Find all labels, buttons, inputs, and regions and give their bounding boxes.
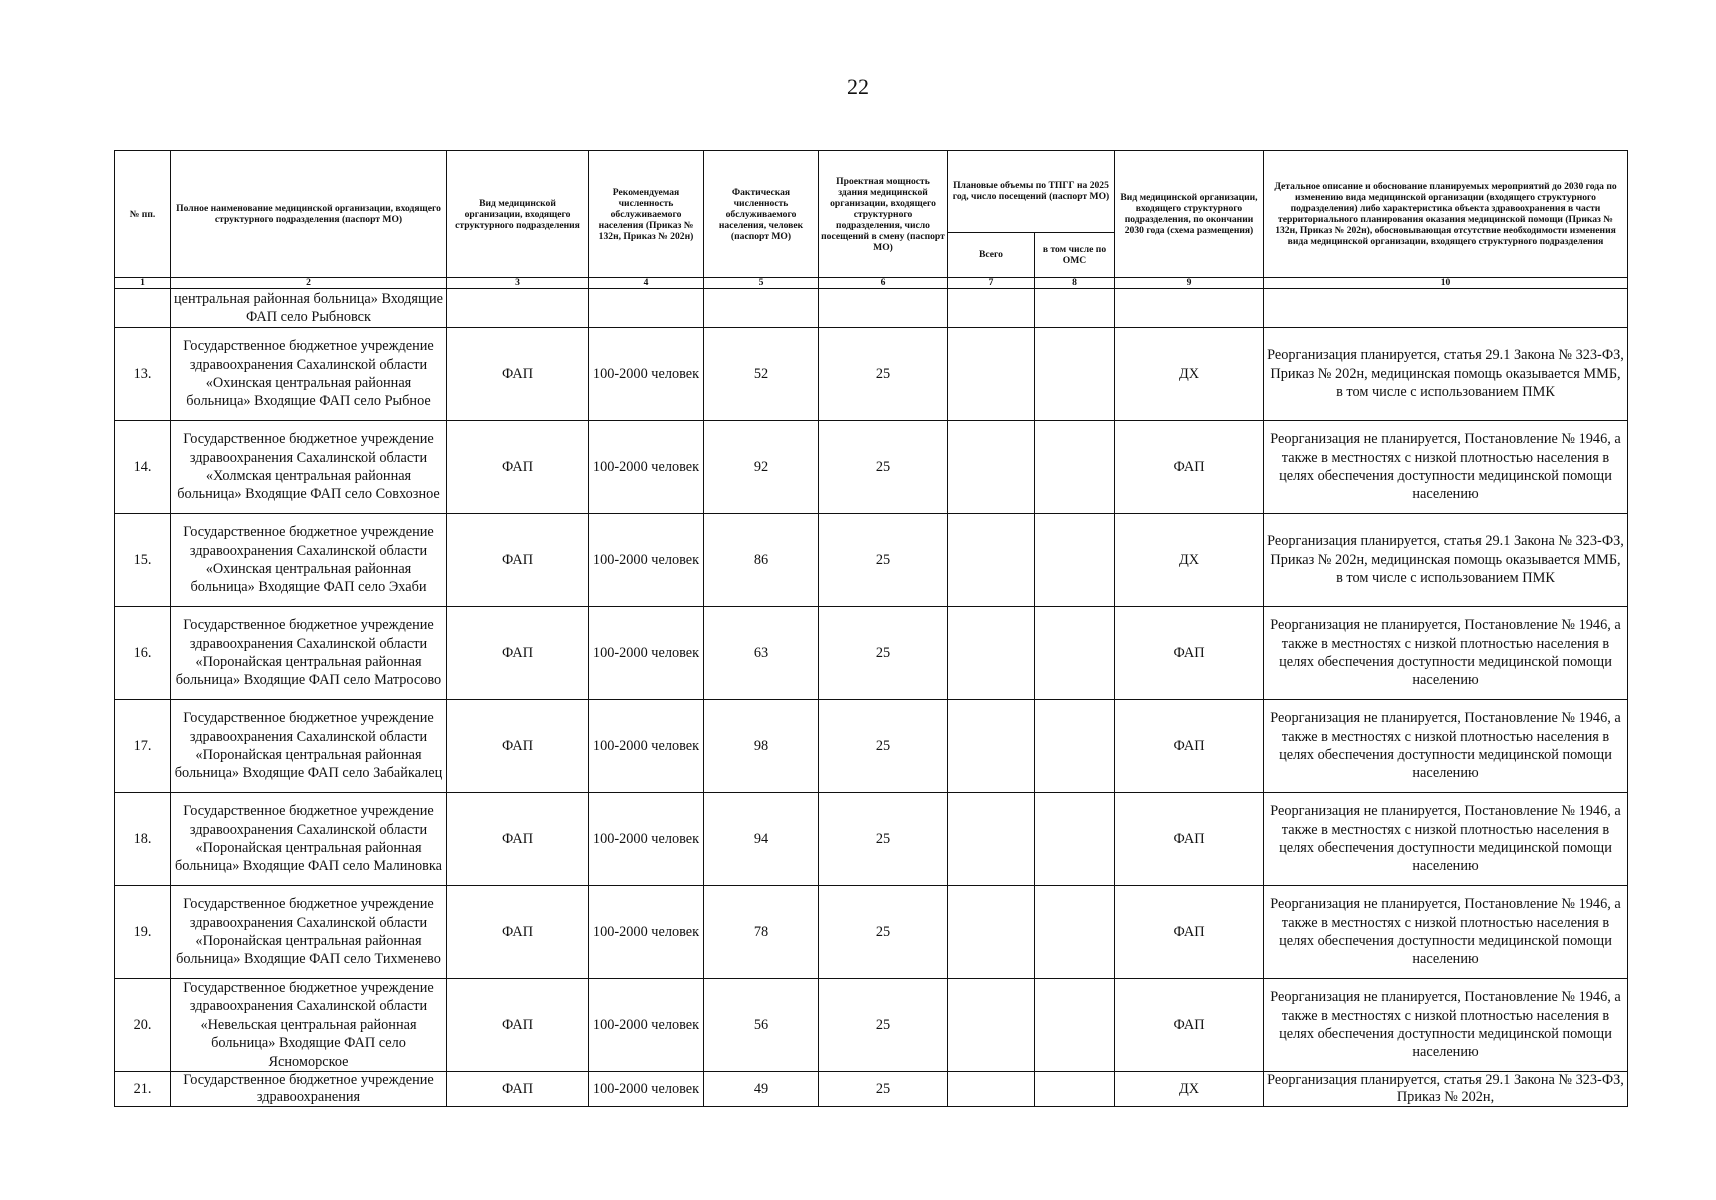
type-2030: ФАП	[1115, 607, 1264, 700]
medical-organizations-table	[114, 150, 1628, 1107]
organization-name: Государственное бюджетное учреждение здравоохранения Сахалинской области «Невельская центральная районная больница» Входящие ФАП село Ясноморское	[171, 979, 447, 1072]
row-number: 18.	[115, 793, 171, 886]
organization-type: ФАП	[447, 1072, 589, 1107]
planned-oms	[1035, 421, 1115, 514]
organization-type: ФАП	[447, 421, 589, 514]
column-number: 6	[819, 278, 948, 289]
actual-population: 52	[704, 328, 819, 421]
planned-total	[948, 607, 1035, 700]
row-number: 15.	[115, 514, 171, 607]
actual-population: 92	[704, 421, 819, 514]
measure-description: Реорганизация планируется, статья 29.1 Закона № 323-ФЗ, Приказ № 202н, медицинская помощь оказывается ММБ, в том числе с использованием ПМК	[1264, 514, 1628, 607]
table-row	[115, 607, 1628, 700]
type-2030: ФАП	[1115, 700, 1264, 793]
measure-description: Реорганизация не планируется, Постановление № 1946, а также в местностях с низкой плотностью населения в целях обеспечения доступности медицинской помощи населению	[1264, 979, 1628, 1072]
header-type: Вид медицинской организации, входящего структурного подразделения	[447, 151, 589, 278]
organization-type: ФАП	[447, 514, 589, 607]
page-number: 22	[847, 74, 869, 99]
organization-type: ФАП	[447, 886, 589, 979]
planned-oms	[1035, 886, 1115, 979]
row-number: 20.	[115, 979, 171, 1072]
organization-name: Государственное бюджетное учреждение здравоохранения Сахалинской области «Охинская центральная районная больница» Входящие ФАП село Рыбное	[171, 328, 447, 421]
type-2030: ФАП	[1115, 421, 1264, 514]
recommended-population: 100-2000 человек	[589, 607, 704, 700]
table-row	[115, 328, 1628, 421]
header-num: № пп.	[115, 151, 171, 278]
measure-description: Реорганизация планируется, статья 29.1 Закона № 323-ФЗ, Приказ № 202н, медицинская помощь оказывается ММБ, в том числе с использованием ПМК	[1264, 328, 1628, 421]
planned-total	[948, 886, 1035, 979]
column-number: 1	[115, 278, 171, 289]
table-row	[115, 1072, 1628, 1107]
table-row	[115, 421, 1628, 514]
organization-name: Государственное бюджетное учреждение здравоохранения Сахалинской области «Поронайская центральная районная больница» Входящие ФАП село Тихменево	[171, 886, 447, 979]
design-capacity: 25	[819, 328, 948, 421]
organization-type: ФАП	[447, 979, 589, 1072]
type-2030: ДХ	[1115, 328, 1264, 421]
row-number: 14.	[115, 421, 171, 514]
actual-population: 49	[704, 1072, 819, 1107]
type-2030: ФАП	[1115, 979, 1264, 1072]
actual-population: 78	[704, 886, 819, 979]
column-number: 4	[589, 278, 704, 289]
design-capacity: 25	[819, 886, 948, 979]
design-capacity: 25	[819, 793, 948, 886]
organization-name: Государственное бюджетное учреждение здравоохранения Сахалинской области «Охинская центральная районная больница» Входящие ФАП село Эхаби	[171, 514, 447, 607]
type-2030: ФАП	[1115, 886, 1264, 979]
measure-description: Реорганизация не планируется, Постановление № 1946, а также в местностях с низкой плотностью населения в целях обеспечения доступности медицинской помощи населению	[1264, 793, 1628, 886]
recommended-population: 100-2000 человек	[589, 979, 704, 1072]
organization-name: Государственное бюджетное учреждение здравоохранения	[171, 1072, 447, 1107]
design-capacity: 25	[819, 421, 948, 514]
planned-total	[948, 514, 1035, 607]
type-2030: ФАП	[1115, 793, 1264, 886]
design-capacity: 25	[819, 700, 948, 793]
row-number: 17.	[115, 700, 171, 793]
measure-description: Реорганизация не планируется, Постановление № 1946, а также в местностях с низкой плотностью населения в целях обеспечения доступности медицинской помощи населению	[1264, 886, 1628, 979]
column-number: 7	[948, 278, 1035, 289]
recommended-population: 100-2000 человек	[589, 700, 704, 793]
actual-population: 63	[704, 607, 819, 700]
header-name: Полное наименование медицинской организации, входящего структурного подразделения (паспорт МО)	[171, 151, 447, 278]
organization-name: Государственное бюджетное учреждение здравоохранения Сахалинской области «Холмская центральная районная больница» Входящие ФАП село Совхозное	[171, 421, 447, 514]
type-2030: ДХ	[1115, 1072, 1264, 1107]
measure-description: Реорганизация не планируется, Постановление № 1946, а также в местностях с низкой плотностью населения в целях обеспечения доступности медицинской помощи населению	[1264, 607, 1628, 700]
organization-name: Государственное бюджетное учреждение здравоохранения Сахалинской области «Поронайская центральная районная больница» Входящие ФАП село Малиновка	[171, 793, 447, 886]
planned-total	[948, 328, 1035, 421]
row-number: 13.	[115, 328, 171, 421]
planned-oms	[1035, 514, 1115, 607]
planned-total	[948, 979, 1035, 1072]
planned-oms	[1035, 793, 1115, 886]
table-row	[115, 793, 1628, 886]
planned-oms	[1035, 979, 1115, 1072]
measure-description: Реорганизация не планируется, Постановление № 1946, а также в местностях с низкой плотностью населения в целях обеспечения доступности медицинской помощи населению	[1264, 421, 1628, 514]
organization-name: Государственное бюджетное учреждение здравоохранения Сахалинской области «Поронайская центральная районная больница» Входящие ФАП село Матросово	[171, 607, 447, 700]
actual-population: 94	[704, 793, 819, 886]
table-row	[115, 700, 1628, 793]
recommended-population: 100-2000 человек	[589, 886, 704, 979]
organization-type: ФАП	[447, 793, 589, 886]
design-capacity: 25	[819, 1072, 948, 1107]
column-number: 10	[1264, 278, 1628, 289]
recommended-population: 100-2000 человек	[589, 514, 704, 607]
actual-population: 56	[704, 979, 819, 1072]
continuation-row	[115, 289, 1628, 328]
planned-total	[948, 1072, 1035, 1107]
recommended-population: 100-2000 человек	[589, 793, 704, 886]
table-row	[115, 886, 1628, 979]
column-number: 3	[447, 278, 589, 289]
planned-total	[948, 700, 1035, 793]
planned-total	[948, 421, 1035, 514]
organization-type: ФАП	[447, 607, 589, 700]
design-capacity: 25	[819, 514, 948, 607]
planned-oms	[1035, 700, 1115, 793]
actual-population: 98	[704, 700, 819, 793]
header-planned-volumes: Плановые объемы по ТПГГ на 2025 год, число посещений (паспорт МО)	[948, 151, 1115, 233]
planned-oms	[1035, 1072, 1115, 1107]
organization-type: ФАП	[447, 700, 589, 793]
header-oms: в том числе по ОМС	[1035, 232, 1115, 277]
table-row	[115, 979, 1628, 1072]
row-number: 19.	[115, 886, 171, 979]
header-type-2030: Вид медицинской организации, входящего структурного подразделения, по окончании 2030 года (схема размещения)	[1115, 151, 1264, 278]
organization-name: Государственное бюджетное учреждение здравоохранения Сахалинской области «Поронайская центральная районная больница» Входящие ФАП село Забайкалец	[171, 700, 447, 793]
header-total: Всего	[948, 232, 1035, 277]
header-recommended: Рекомендуемая численность обслуживаемого населения (Приказ № 132н, Приказ № 202н)	[589, 151, 704, 278]
column-number: 2	[171, 278, 447, 289]
column-number: 5	[704, 278, 819, 289]
continuation-name: центральная районная больница» Входящие ФАП село Рыбновск	[171, 289, 447, 328]
header-row	[115, 151, 1628, 233]
planned-oms	[1035, 607, 1115, 700]
planned-total	[948, 793, 1035, 886]
recommended-population: 100-2000 человек	[589, 328, 704, 421]
design-capacity: 25	[819, 607, 948, 700]
column-number: 8	[1035, 278, 1115, 289]
recommended-population: 100-2000 человек	[589, 1072, 704, 1107]
header-capacity: Проектная мощность здания медицинской организации, входящего структурного подразделения, число посещений в смену (паспорт МО)	[819, 151, 948, 278]
type-2030: ДХ	[1115, 514, 1264, 607]
recommended-population: 100-2000 человек	[589, 421, 704, 514]
header-description: Детальное описание и обоснование планируемых мероприятий до 2030 года по изменению вида медицинской организации (входящего структурного подразделения) либо характеристика объекта здравоохранения в части территориального планирования оказания медицинской помощи (Приказ № 132н, Приказ № 202н), обосновывающая отсутствие необходимости изменения вида медицинской организации, входящего структурного подразделения	[1264, 151, 1628, 278]
measure-description: Реорганизация не планируется, Постановление № 1946, а также в местностях с низкой плотностью населения в целях обеспечения доступности медицинской помощи населению	[1264, 700, 1628, 793]
column-number-row	[115, 278, 1628, 289]
header-actual: Фактическая численность обслуживаемого населения, человек (паспорт МО)	[704, 151, 819, 278]
planned-oms	[1035, 328, 1115, 421]
row-number: 21.	[115, 1072, 171, 1107]
design-capacity: 25	[819, 979, 948, 1072]
column-number: 9	[1115, 278, 1264, 289]
measure-description: Реорганизация планируется, статья 29.1 Закона № 323-ФЗ, Приказ № 202н,	[1264, 1072, 1628, 1107]
organization-type: ФАП	[447, 328, 589, 421]
row-number: 16.	[115, 607, 171, 700]
actual-population: 86	[704, 514, 819, 607]
table-row	[115, 514, 1628, 607]
